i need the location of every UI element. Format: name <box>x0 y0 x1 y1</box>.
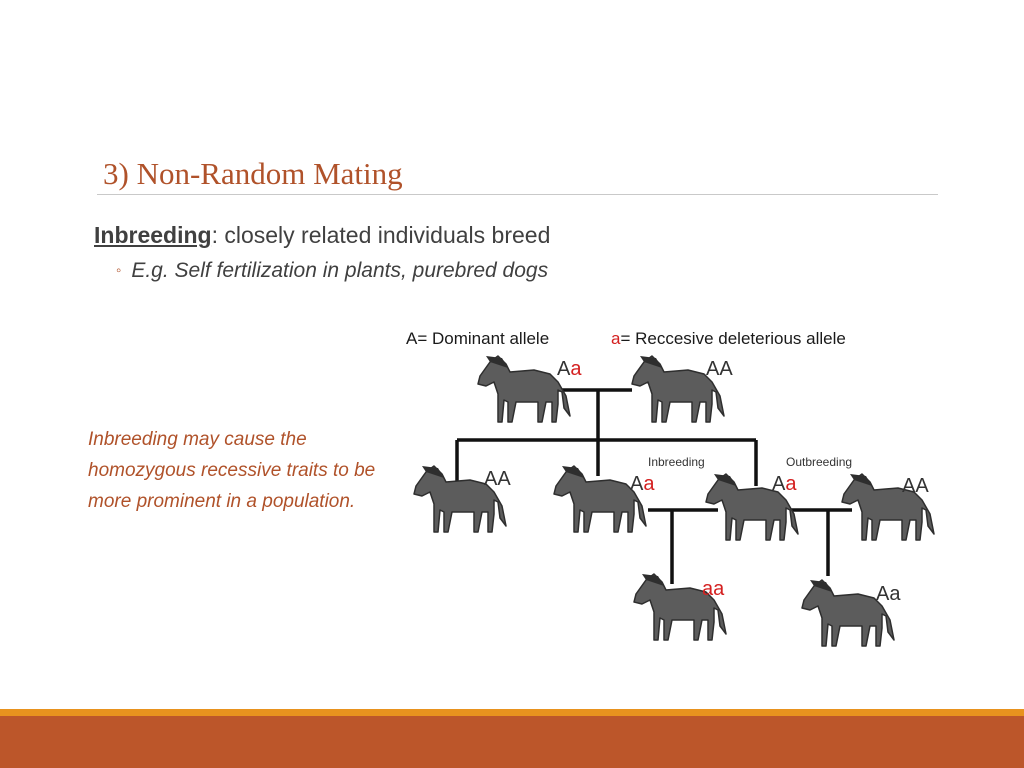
side-note: Inbreeding may cause the homozygous recessive traits to be more prominent in a population. <box>88 429 376 512</box>
genotype-child-3: Aa <box>772 473 797 495</box>
legend-recessive: a= Reccesive deleterious allele <box>611 329 846 348</box>
bullet-example-text: E.g. Self fertilization in plants, purebred dogs <box>131 259 549 282</box>
genotype-child-2: Aa <box>630 473 655 495</box>
title-divider <box>97 194 938 195</box>
bullet-example <box>116 259 548 283</box>
footer-band-orange <box>0 709 1024 716</box>
genotype-offspring-outbred: Aa <box>876 583 901 605</box>
genotype-parent-right: AA <box>706 358 733 380</box>
slide-title: 3) Non-Random Mating <box>103 156 403 191</box>
genotype-offspring-inbred: aa <box>702 578 725 600</box>
bullet-definition: : closely related individuals breed <box>211 222 551 248</box>
bullet-term: Inbreeding <box>94 222 212 248</box>
footer-band-rust <box>0 716 1024 768</box>
genotype-parent-left: Aa <box>557 358 582 380</box>
genotype-child-1: AA <box>484 468 511 490</box>
legend-dominant: A= Dominant allele <box>406 329 550 348</box>
label-inbreeding: Inbreeding <box>648 455 705 469</box>
bullet-marker-icon: ◦ <box>116 262 122 279</box>
label-outbreeding: Outbreeding <box>786 455 853 469</box>
pedigree-figure <box>400 318 929 658</box>
genotype-outsider: AA <box>902 475 929 497</box>
bullet-inbreeding <box>94 222 550 249</box>
